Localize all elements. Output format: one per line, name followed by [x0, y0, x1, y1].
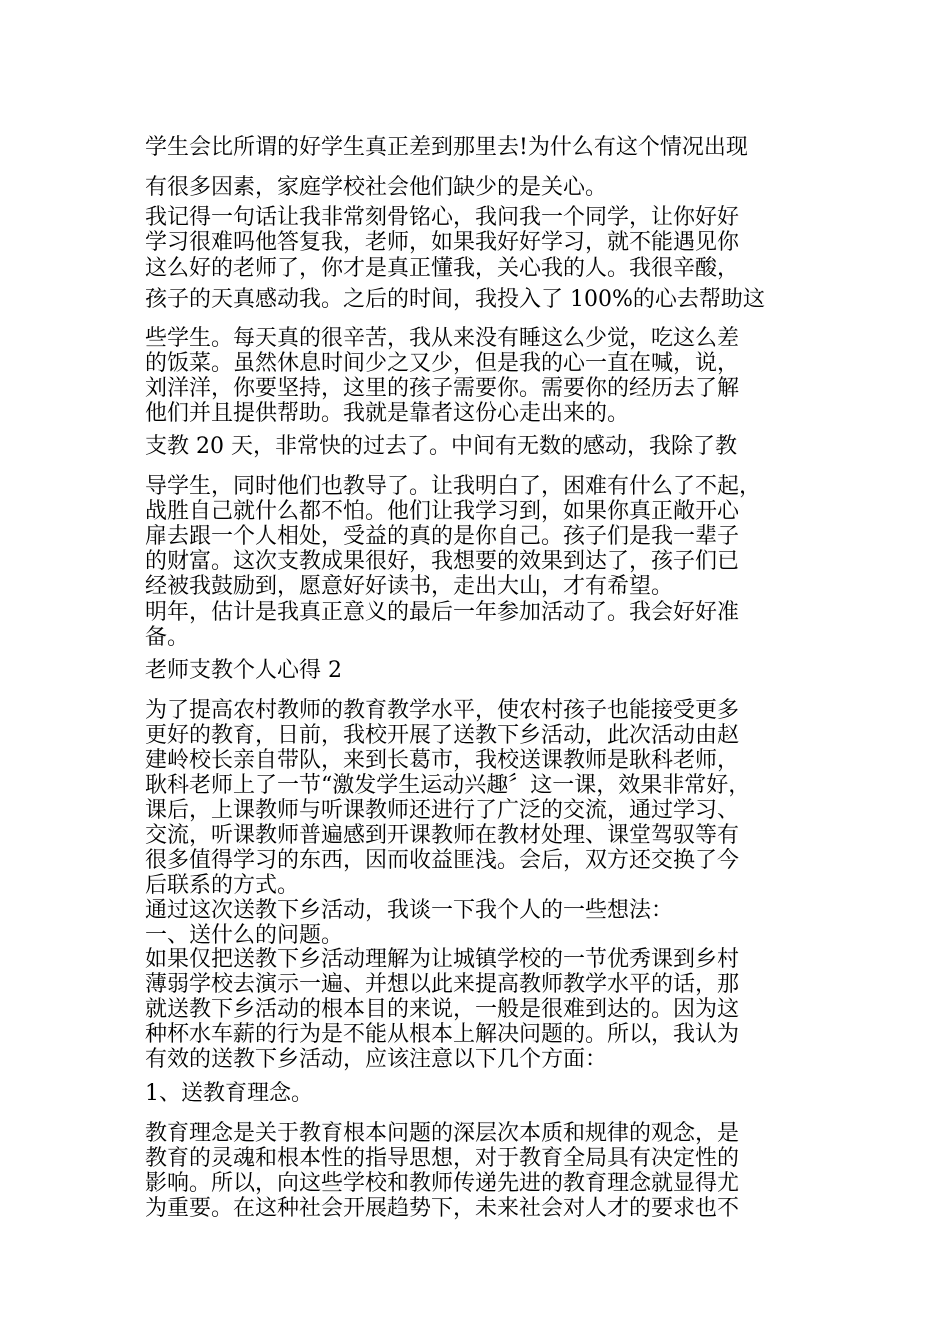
text-line: 更好的教育，日前，我校开展了送教下乡活动，此次活动由赵: [145, 723, 740, 748]
text-line: 的财富。这次支教成果很好，我想要的效果到达了，孩子们已: [145, 549, 740, 574]
text-line: 教育的灵魂和根本性的指导思想，对于教育全局具有决定性的: [145, 1146, 740, 1171]
text-line: 薄弱学校去演示一遍、并想以此来提高教师教学水平的话，那: [145, 972, 740, 997]
text-line: 孩子的天真感动我。之后的时间，我投入了 100%的心去帮助这: [145, 287, 765, 312]
text-line: 有很多因素，家庭学校社会他们缺少的是关心。: [145, 175, 608, 200]
text-line: 备。: [145, 625, 190, 650]
text-line: 导学生，同时他们也教导了。让我明白了，困难有什么了不起，: [145, 474, 762, 499]
text-line: 经被我鼓励到，愿意好好读书，走出大山，才有希望。: [145, 574, 674, 599]
text-line: 有效的送教下乡活动，应该注意以下几个方面：: [145, 1047, 608, 1072]
text-line: 这么好的老师了，你才是真正懂我，关心我的人。我很辛酸，: [145, 256, 740, 281]
text-line: 种杯水车薪的行为是不能从根本上解决问题的。所以，我认为: [145, 1022, 740, 1047]
text-line: 战胜自己就什么都不怕。他们让我学习到，如果你真正敞开心: [145, 499, 740, 524]
text-line: 很多值得学习的东西，因而收益匪浅。会后，双方还交换了今: [145, 848, 740, 873]
text-line: 一、送什么的问题。: [145, 923, 344, 948]
text-line: 交流，听课教师普遍感到开课教师在教材处理、课堂驾驭等有: [145, 823, 740, 848]
text-line: 教育理念是关于教育根本问题的深层次本质和规律的观念，是: [145, 1121, 740, 1146]
text-line: 1、送教育理念。: [145, 1081, 313, 1106]
text-line: 就送教下乡活动的根本目的来说，一般是很难到达的。因为这: [145, 997, 740, 1022]
text-line: 他们并且提供帮助。我就是靠者这份心走出来的。: [145, 401, 630, 426]
text-line: 我记得一句话让我非常刻骨铭心，我问我一个同学，让你好好: [145, 205, 740, 230]
text-line: 后联系的方式。: [145, 873, 300, 898]
text-line: 耿科老师上了一节“激发学生运动兴趣〞这一课，效果非常好，: [145, 773, 751, 798]
text-line: 些学生。每天真的很辛苦，我从来没有睡这么少觉，吃这么差: [145, 326, 740, 351]
text-line: 课后，上课教师与听课教师还进行了广泛的交流，通过学习、: [145, 798, 740, 823]
text-line: 学习很难吗他答复我，老师，如果我好好学习，就不能遇见你: [145, 230, 740, 255]
text-line: 为重要。在这种社会开展趋势下，未来社会对人才的要求也不: [145, 1196, 740, 1221]
text-line: 的饭菜。虽然休息时间少之又少，但是我的心一直在喊，说，: [145, 351, 740, 376]
text-line: 为了提高农村教师的教育教学水平，使农村孩子也能接受更多: [145, 698, 740, 723]
section-heading: 老师支教个人心得 2: [145, 658, 342, 683]
text-line: 刘洋洋，你要坚持，这里的孩子需要你。需要你的经历去了解: [145, 376, 740, 401]
text-line: 建岭校长亲自带队，来到长葛市，我校送课教师是耿科老师，: [145, 748, 740, 773]
text-line: 影响。所以，向这些学校和教师传递先进的教育理念就显得尤: [145, 1171, 740, 1196]
text-line: 明年，估计是我真正意义的最后一年参加活动了。我会好好准: [145, 600, 740, 625]
text-line: 支教 20 天，非常快的过去了。中间有无数的感动，我除了教: [145, 434, 737, 459]
text-line: 如果仅把送教下乡活动理解为让城镇学校的一节优秀课到乡村: [145, 947, 740, 972]
text-line: 扉去跟一个人相处，受益的真的是你自己。孩子们是我一辈子: [145, 524, 740, 549]
text-line: 学生会比所谓的好学生真正差到那里去!为什么有这个情况出现: [145, 135, 748, 160]
text-line: 通过这次送教下乡活动，我谈一下我个人的一些想法：: [145, 898, 674, 923]
